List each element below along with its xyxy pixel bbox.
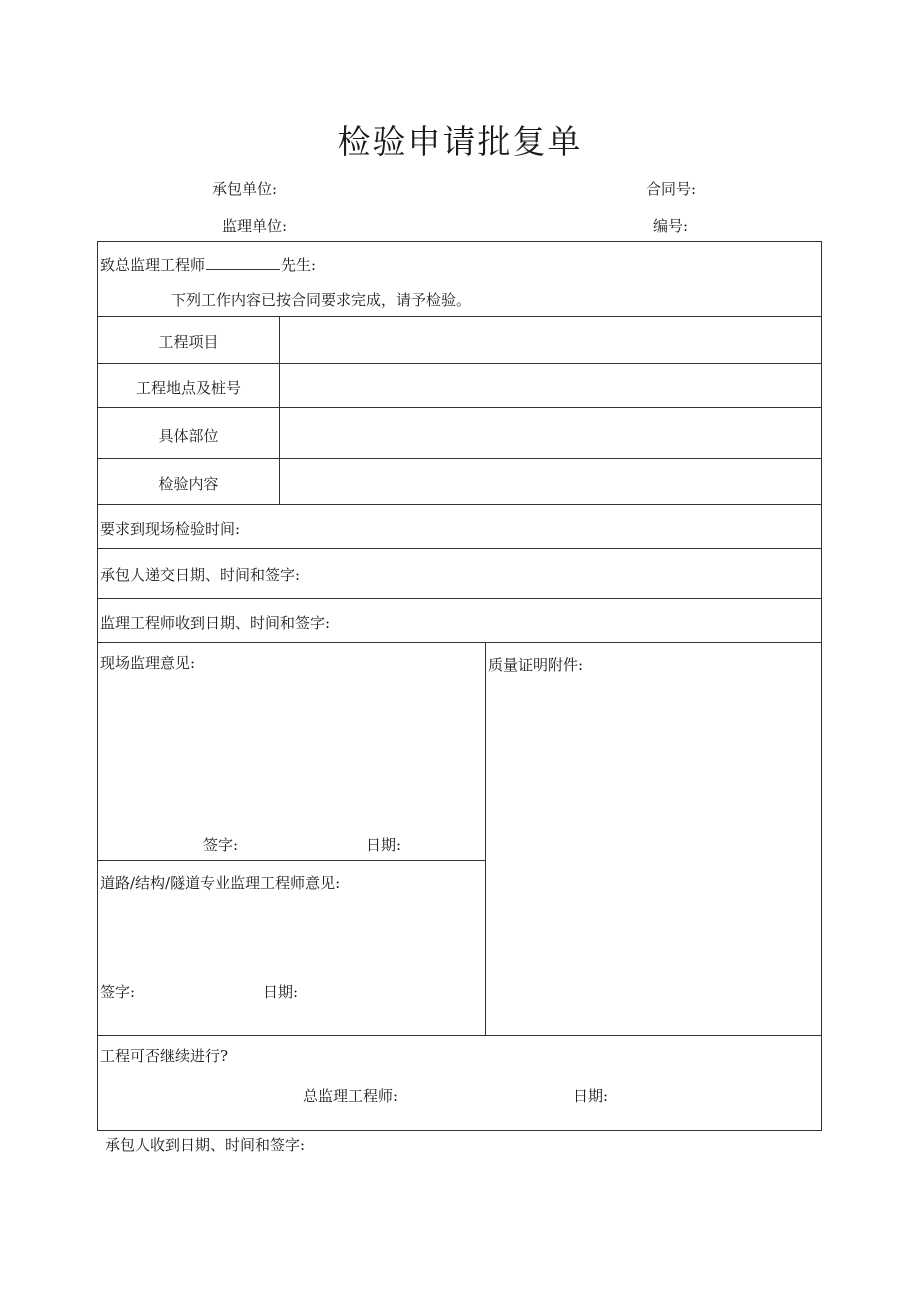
- site-opinion-label: 现场监理意见:: [100, 654, 196, 672]
- engineer-name-blank[interactable]: [206, 255, 280, 270]
- column-divider: [279, 316, 280, 504]
- engineer-receive-label: 监理工程师收到日期、时间和签字:: [100, 614, 331, 632]
- divider: [98, 363, 821, 364]
- salutation-suffix: 先生:: [281, 256, 317, 274]
- inspection-time-label: 要求到现场检验时间:: [100, 520, 241, 538]
- row-label-project: 工程项目: [158, 333, 219, 351]
- divider: [98, 860, 485, 861]
- chief-date-label: 日期:: [573, 1087, 609, 1105]
- divider: [98, 316, 821, 317]
- divider: [98, 407, 821, 408]
- chief-engineer-label: 总监理工程师:: [303, 1087, 399, 1105]
- request-text: 下列工作内容已按合同要求完成，请予检验。: [171, 291, 472, 309]
- divider: [98, 548, 821, 549]
- inspection-form-table: [97, 241, 822, 1131]
- divider: [98, 504, 821, 505]
- quality-attachment-label: 质量证明附件:: [488, 656, 584, 674]
- specialist-date-label: 日期:: [263, 983, 299, 1001]
- divider: [98, 598, 821, 599]
- divider: [98, 642, 821, 643]
- contractor-submit-label: 承包人递交日期、时间和签字:: [100, 566, 301, 584]
- specialist-signature-label: 签字:: [100, 983, 136, 1001]
- site-date-label: 日期:: [366, 836, 402, 854]
- continue-question: 工程可否继续进行?: [100, 1047, 229, 1065]
- row-label-location: 工程地点及桩号: [135, 379, 241, 397]
- serial-no-label: 编号:: [653, 217, 689, 235]
- contractor-receive-label: 承包人收到日期、时间和签字:: [105, 1136, 306, 1154]
- divider: [98, 1035, 821, 1036]
- site-signature-label: 签字:: [203, 836, 239, 854]
- specialist-opinion-label: 道路/结构/隧道专业监理工程师意见:: [100, 874, 341, 892]
- contractor-unit-label: 承包单位:: [212, 180, 278, 198]
- contract-no-label: 合同号:: [646, 180, 697, 198]
- row-label-part: 具体部位: [158, 427, 219, 445]
- row-label-content: 检验内容: [158, 475, 219, 493]
- salutation-prefix: 致总监理工程师: [100, 256, 206, 274]
- page-title: 检验申请批复单: [337, 122, 583, 161]
- divider: [98, 458, 821, 459]
- column-divider: [485, 642, 486, 1035]
- supervision-unit-label: 监理单位:: [222, 217, 288, 235]
- salutation: [100, 254, 316, 275]
